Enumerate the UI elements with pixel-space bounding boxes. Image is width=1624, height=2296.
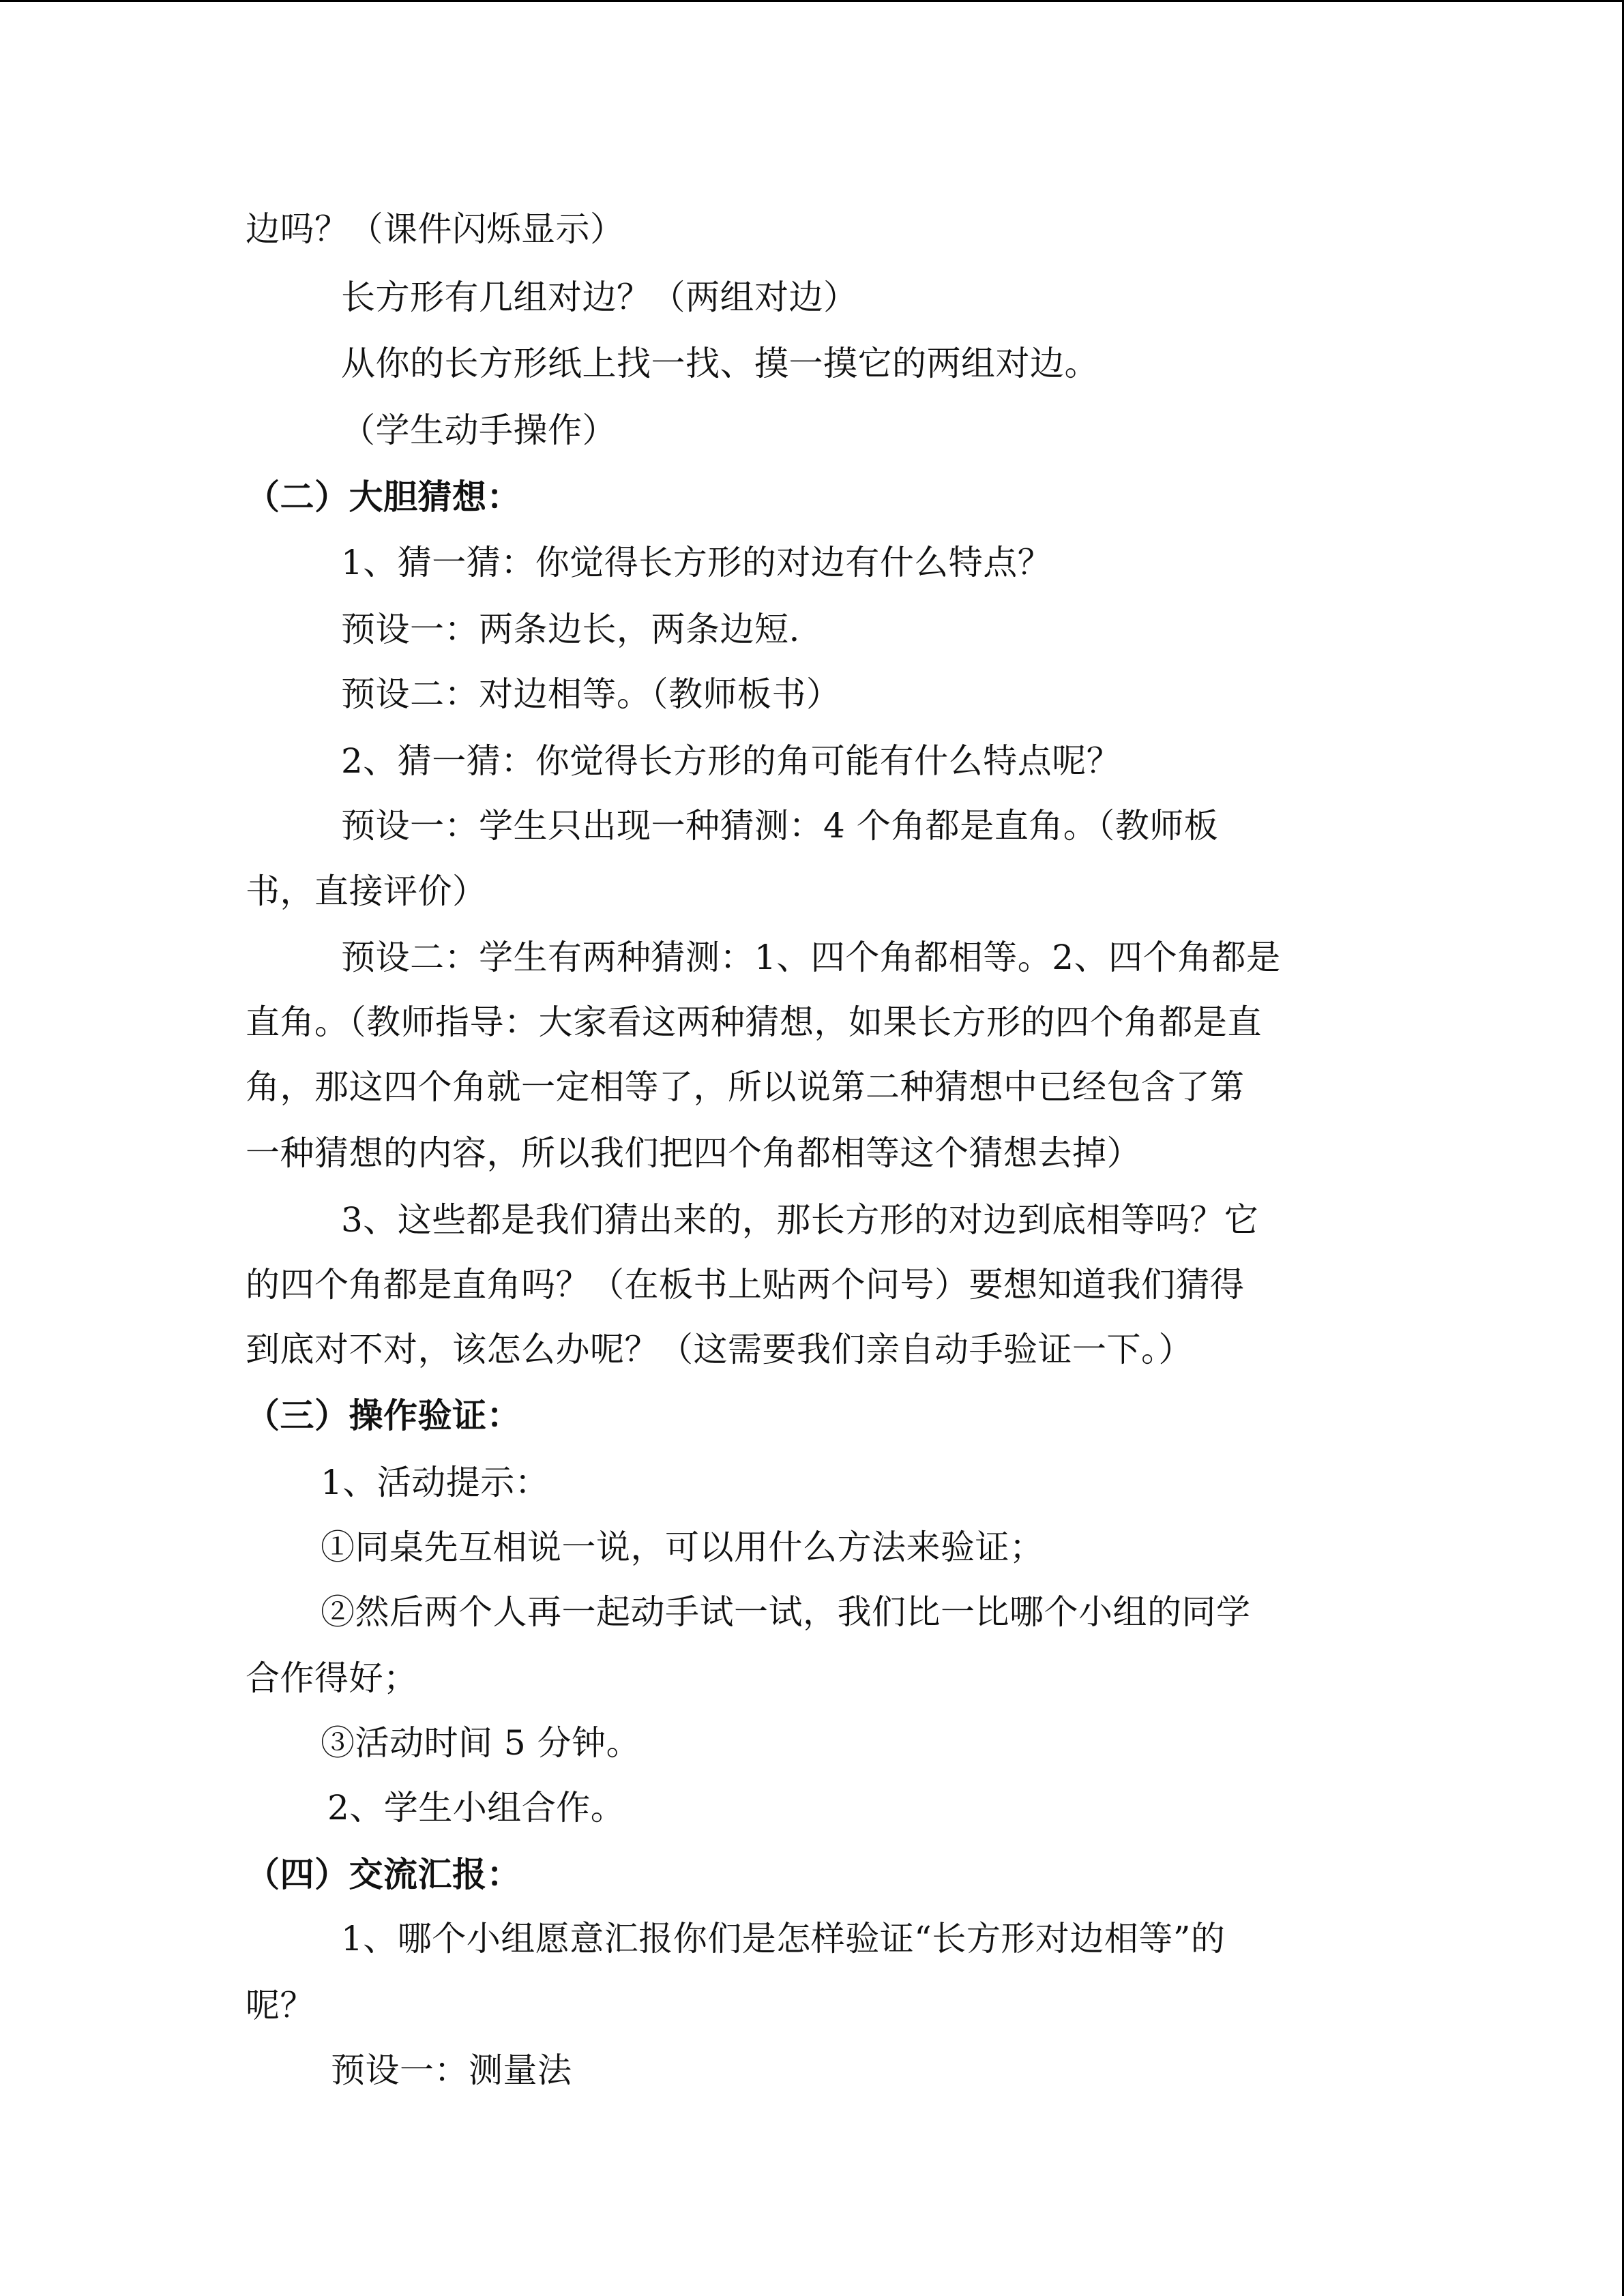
text-line: ③活动时间 5 分钟。 bbox=[321, 1723, 641, 1763]
text-line: 1、哪个小组愿意汇报你们是怎样验证“长方形对边相等”的 bbox=[341, 1919, 1226, 1958]
text-line: 的四个角都是直角吗？（在板书上贴两个问号）要想知道我们猜得 bbox=[246, 1265, 1245, 1304]
text-line: 合作得好； bbox=[246, 1658, 418, 1698]
text-line: 直角。（教师指导：大家看这两种猜想，如果长方形的四个角都是直 bbox=[246, 1002, 1262, 1042]
text-line: 2、学生小组合作。 bbox=[327, 1788, 625, 1828]
text-line: 呢？ bbox=[246, 1986, 314, 2025]
text-line: 一种猜想的内容，所以我们把四个角都相等这个猜想去掉） bbox=[246, 1133, 1141, 1173]
text-line: 3、这些都是我们猜出来的，那长方形的对边到底相等吗？它 bbox=[341, 1200, 1259, 1240]
text-line: 长方形有几组对边？（两组对边） bbox=[341, 278, 858, 317]
text-line: ①同桌先互相说一说，可以用什么方法来验证； bbox=[321, 1527, 1044, 1567]
text-line: 1、猜一猜：你觉得长方形的对边有什么特点？ bbox=[341, 543, 1052, 582]
text-line: 预设一：学生只出现一种猜测：4 个角都是直角。（教师板 bbox=[341, 806, 1219, 846]
text-line: 预设一：两条边长，两条边短. bbox=[341, 610, 800, 649]
text-line: ②然后两个人再一起动手试一试，我们比一比哪个小组的同学 bbox=[321, 1592, 1251, 1632]
text-line: 预设二：对边相等。（教师板书） bbox=[341, 674, 841, 714]
section-heading: （二）大胆猜想： bbox=[246, 477, 521, 517]
text-line: 从你的长方形纸上找一找、摸一摸它的两组对边。 bbox=[341, 344, 1099, 383]
text-line: 预设一：测量法 bbox=[331, 2051, 572, 2090]
text-line: （学生动手操作） bbox=[341, 411, 617, 450]
page-border-top bbox=[0, 0, 1624, 2]
text-line: 角，那这四个角就一定相等了，所以说第二种猜想中已经包含了第 bbox=[246, 1067, 1245, 1107]
text-line: 2、猜一猜：你觉得长方形的角可能有什么特点呢？ bbox=[341, 741, 1121, 781]
text-line: 到底对不对，该怎么办呢？（这需要我们亲自动手验证一下。） bbox=[246, 1330, 1193, 1369]
section-heading: （四）交流汇报： bbox=[246, 1854, 521, 1894]
text-line: 预设二：学生有两种猜测：1、四个角都相等。2、四个角都是 bbox=[341, 938, 1281, 977]
text-line: 1、活动提示： bbox=[321, 1463, 550, 1502]
text-line: 边吗？（课件闪烁显示） bbox=[246, 209, 625, 249]
text-line: 书，直接评价） bbox=[246, 871, 487, 911]
section-heading: （三）操作验证： bbox=[246, 1395, 521, 1435]
